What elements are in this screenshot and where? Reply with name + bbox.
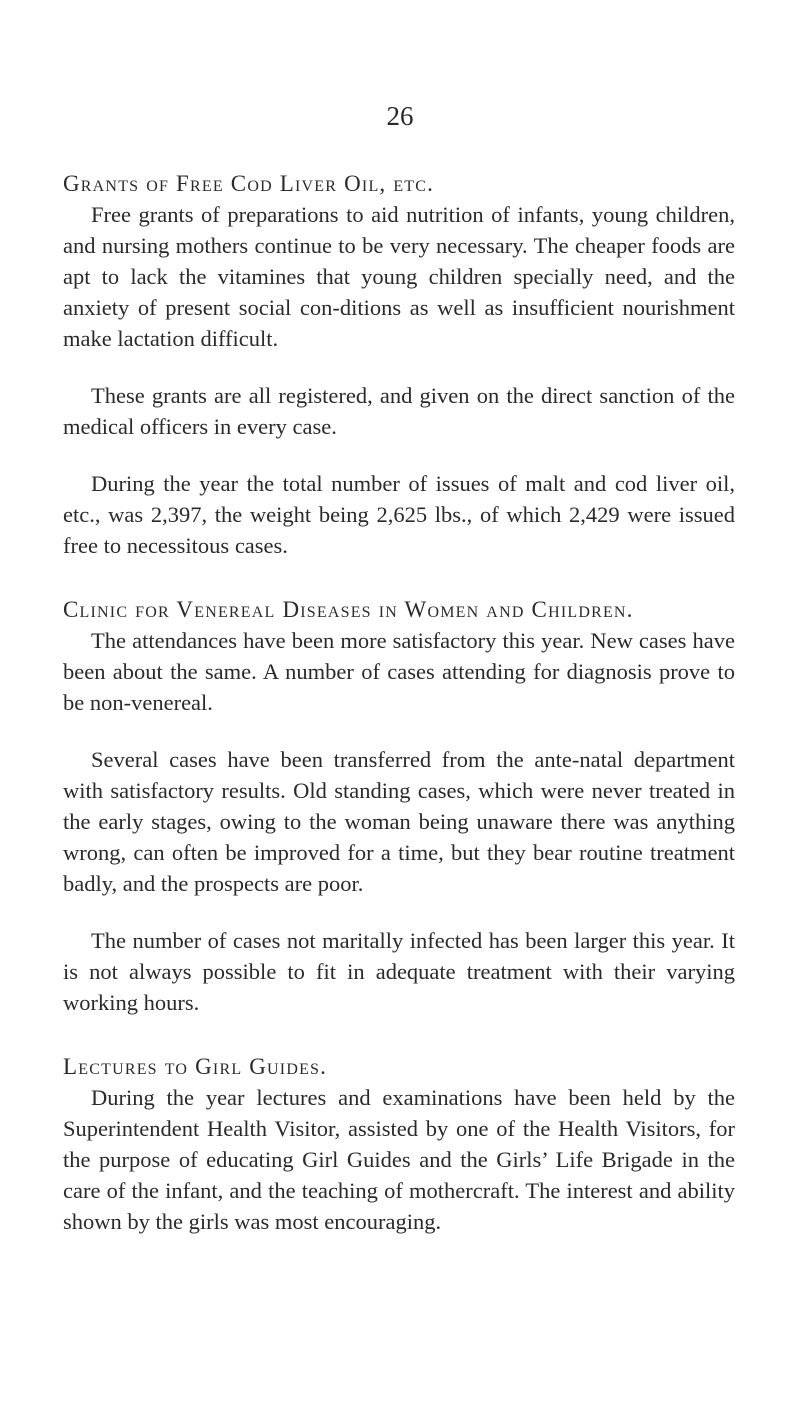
paragraph: These grants are all registered, and given on the direct sanction of the medical officers in every case. — [63, 383, 735, 439]
paragraph: Several cases have been transferred from the ante-natal department with satisfactory results. Old standing cases, which were never treated in the early stages, owing to the woman being unaware there was anything wrong, can often be improved for a time, but they bear routine treatment badly, and the prospects are poor. — [63, 747, 735, 896]
paragraph: During the year lectures and examinations have been held by the Superintendent Health Visitor, assisted by one of the Health Visitors, for the purpose of educating Girl Guides and the Girls’ Life Brigade in the care of the infant, and the teaching of mothercraft. The interest and ability shown by the girls was most encouraging. — [63, 1085, 735, 1234]
section-venereal-clinic — [63, 594, 735, 1018]
paragraph: Free grants of preparations to aid nutrition of infants, young children, and nursing mothers continue to be very necessary. The cheaper foods are apt to lack the vitamines that young children specially need, and the anxiety of present social con-ditions as well as insufficient nourishment make lactation difficult. — [63, 202, 735, 351]
section-cod-liver-oil — [63, 168, 735, 561]
section-heading: Lectures to Girl Guides. — [63, 1054, 328, 1079]
page-number: 26 — [386, 101, 414, 131]
paragraph: The attendances have been more satisfactory this year. New cases have been about the same. A number of cases attending for diagnosis prove to be non-venereal. — [63, 628, 735, 715]
paragraph: The number of cases not maritally infected has been larger this year. It is not always possible to fit in adequate treatment with their varying working hours. — [63, 928, 735, 1015]
page-body — [63, 168, 735, 1237]
section-girl-guides — [63, 1051, 735, 1237]
section-heading: Clinic for Venereal Diseases in Women and Children. — [63, 597, 634, 622]
paragraph: During the year the total number of issues of malt and cod liver oil, etc., was 2,397, the weight being 2,625 lbs., of which 2,429 were issued free to necessitous cases. — [63, 471, 735, 558]
section-heading: Grants of Free Cod Liver Oil, etc. — [63, 171, 435, 196]
